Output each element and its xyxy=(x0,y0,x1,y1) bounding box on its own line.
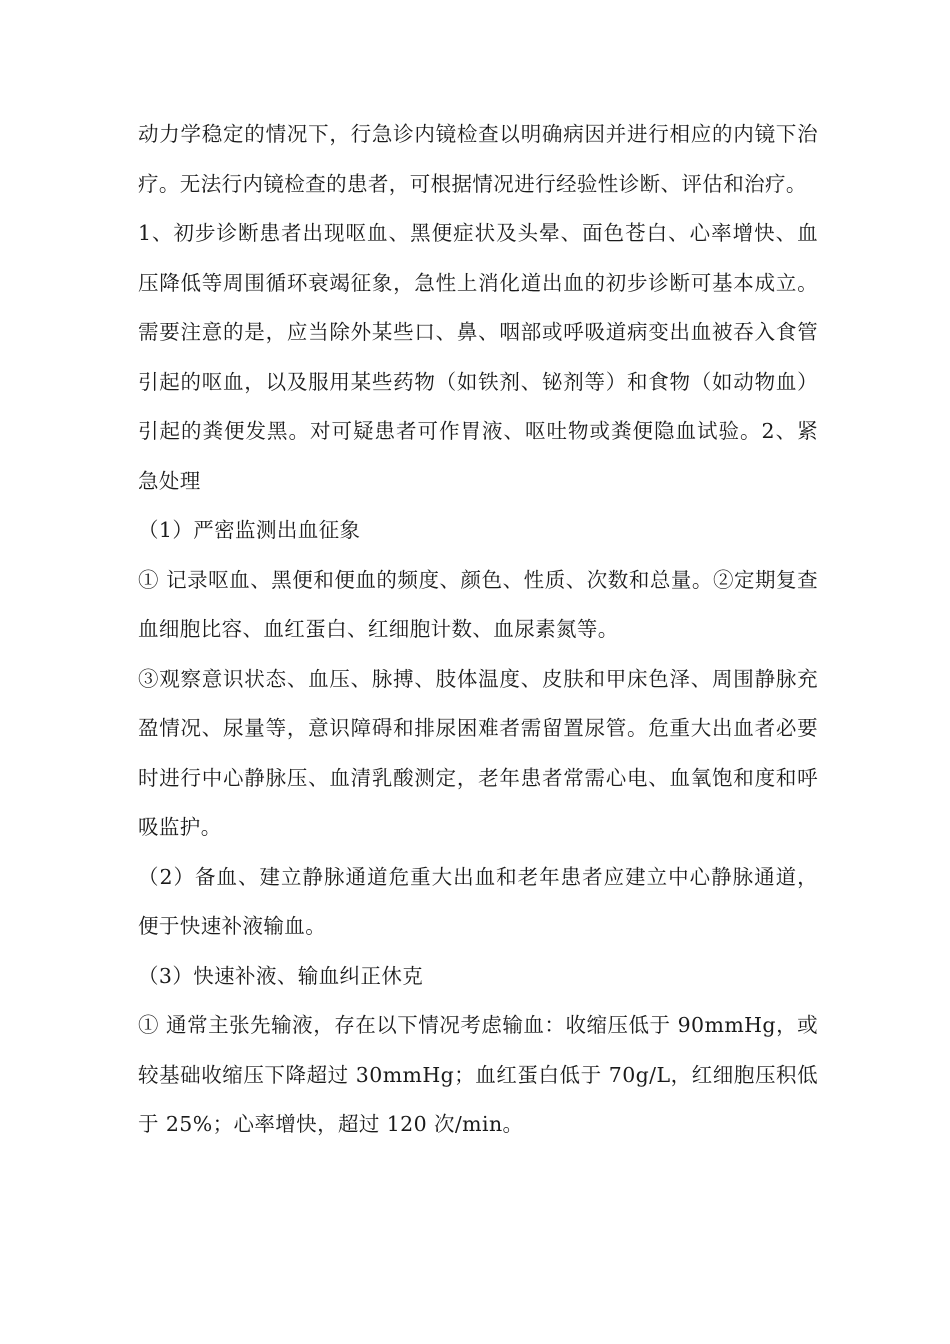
paragraph-intro: 动力学稳定的情况下，行急诊内镜检查以明确病因并进行相应的内镜下治疗。无法行内镜检查的患者，可根据情况进行经验性诊断、评估和治疗。 xyxy=(138,122,818,196)
document-body xyxy=(138,110,818,1150)
heading-monitor-bleeding: （1）严密监测出血征象 xyxy=(138,518,361,542)
paragraph-venous-access: （2）备血、建立静脉通道危重大出血和老年患者应建立中心静脉通道，便于快速补液输血。 xyxy=(138,864,818,938)
paragraph-initial-diagnosis: 1、初步诊断患者出现呕血、黑便症状及头晕、面色苍白、心率增快、血压降低等周围循环衰竭征象，急性上消化道出血的初步诊断可基本成立。需要注意的是，应当除外某些口、鼻、咽部或呼吸道病变出血被吞入食管引起的呕血，以及服用某些药物（如铁剂、铋剂等）和食物（如动物血）引起的粪便发黑。对可疑患者可作胃液、呕吐物或粪便隐血试验。2、紧急处理 xyxy=(138,221,818,493)
paragraph-observe-status: ③观察意识状态、血压、脉搏、肢体温度、皮肤和甲床色泽、周围静脉充盈情况、尿量等，意识障碍和排尿困难者需留置尿管。危重大出血者必要时进行中心静脉压、血清乳酸测定，老年患者常需心电、血氧饱和度和呼吸监护。 xyxy=(138,666,818,839)
paragraph-record-bleeding: ① 记录呕血、黑便和便血的频度、颜色、性质、次数和总量。②定期复查血细胞比容、血红蛋白、红细胞计数、血尿素氮等。 xyxy=(138,567,818,641)
heading-fluid-transfusion: （3）快速补液、输血纠正休克 xyxy=(138,963,424,988)
paragraph-transfusion-criteria: ① 通常主张先输液，存在以下情况考虑输血：收缩压低于 90mmHg，或较基础收缩压下降超过 30mmHg；血红蛋白低于 70g/L，红细胞压积低于 25%；心率增快，超过 120 次/min。 xyxy=(138,1013,818,1136)
